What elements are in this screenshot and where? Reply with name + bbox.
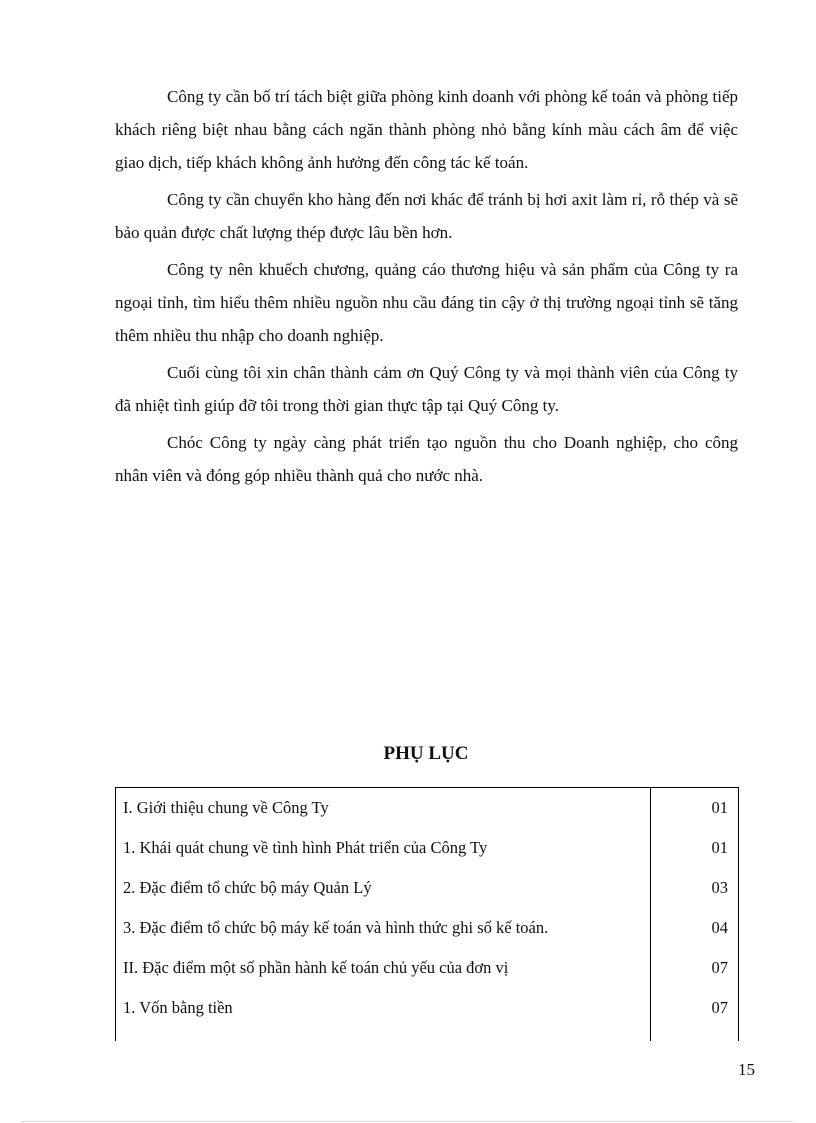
paragraph-5: Chóc Công ty ngày càng phát triển tạo nguồn thu cho Doanh nghiệp, cho công nhân viên và đóng góp nhiều thành quả cho nước nhà. xyxy=(115,433,738,485)
appendix-table xyxy=(115,787,739,1041)
paragraph-2: Công ty cần chuyển kho hàng đến nơi khác để tránh bị hơi axit làm rỉ, rỗ thép và sẽ bảo quản được chất lượng thép được lâu bền hơn. xyxy=(115,190,738,242)
toc-entry-page: 01 xyxy=(711,838,728,857)
toc-entry-title-empty xyxy=(116,1028,651,1041)
toc-entry-page-empty xyxy=(651,1028,738,1041)
toc-entry-title: I. Giới thiệu chung về Công Ty xyxy=(116,788,651,828)
paragraph-1: Công ty cần bố trí tách biệt giữa phòng kinh doanh với phòng kế toán và phòng tiếp khách riêng biệt nhau bằng cách ngăn thành phòng nhỏ bằng kính màu cách âm để việc giao dịch, tiếp khách không ảnh hưởng đến công tác kế toán. xyxy=(115,87,738,172)
appendix-title: PHỤ LỤC xyxy=(383,743,469,764)
toc-entry-page: 01 xyxy=(711,798,728,817)
toc-entry-title: 1. Khái quát chung về tình hình Phát triển của Công Ty xyxy=(116,828,651,868)
page-number: 15 xyxy=(738,1060,755,1079)
toc-entry-page: 04 xyxy=(711,918,728,937)
paragraph-4: Cuối cùng tôi xin chân thành cảm ơn Quý Công ty và mọi thành viên của Công ty đã nhiệt tình giúp đỡ tôi trong thời gian thực tập tại Quý Công ty. xyxy=(115,363,738,415)
table-row xyxy=(116,988,738,1028)
toc-entry-title: 2. Đặc điểm tổ chức bộ máy Quản Lý xyxy=(116,868,651,908)
paragraph-3: Công ty nên khuếch chương, quảng cáo thương hiệu và sản phẩm của Công ty ra ngoại tỉnh, tìm hiểu thêm nhiều nguồn nhu cầu đáng tin cậy ở thị trường ngoại tỉnh sẽ tăng thêm nhiều thu nhập cho doanh nghiệp. xyxy=(115,260,738,345)
table-row xyxy=(116,788,738,828)
table-row xyxy=(116,828,738,868)
toc-entry-title: 1. Vốn bằng tiền xyxy=(116,988,651,1028)
toc-entry-title: 3. Đặc điểm tổ chức bộ máy kế toán và hình thức ghi sổ kế toán. xyxy=(116,908,651,948)
toc-entry-title: II. Đặc điểm một số phần hành kế toán chủ yếu của đơn vị xyxy=(116,948,651,988)
table-row xyxy=(116,948,738,988)
table-row xyxy=(116,908,738,948)
table-row xyxy=(116,868,738,908)
toc-entry-page: 07 xyxy=(711,998,728,1017)
toc-entry-page: 07 xyxy=(711,958,728,977)
page-bottom-divider xyxy=(22,1121,794,1122)
body-text xyxy=(115,80,738,496)
toc-entry-page: 03 xyxy=(711,878,728,897)
table-row-cut-off xyxy=(116,1028,738,1041)
